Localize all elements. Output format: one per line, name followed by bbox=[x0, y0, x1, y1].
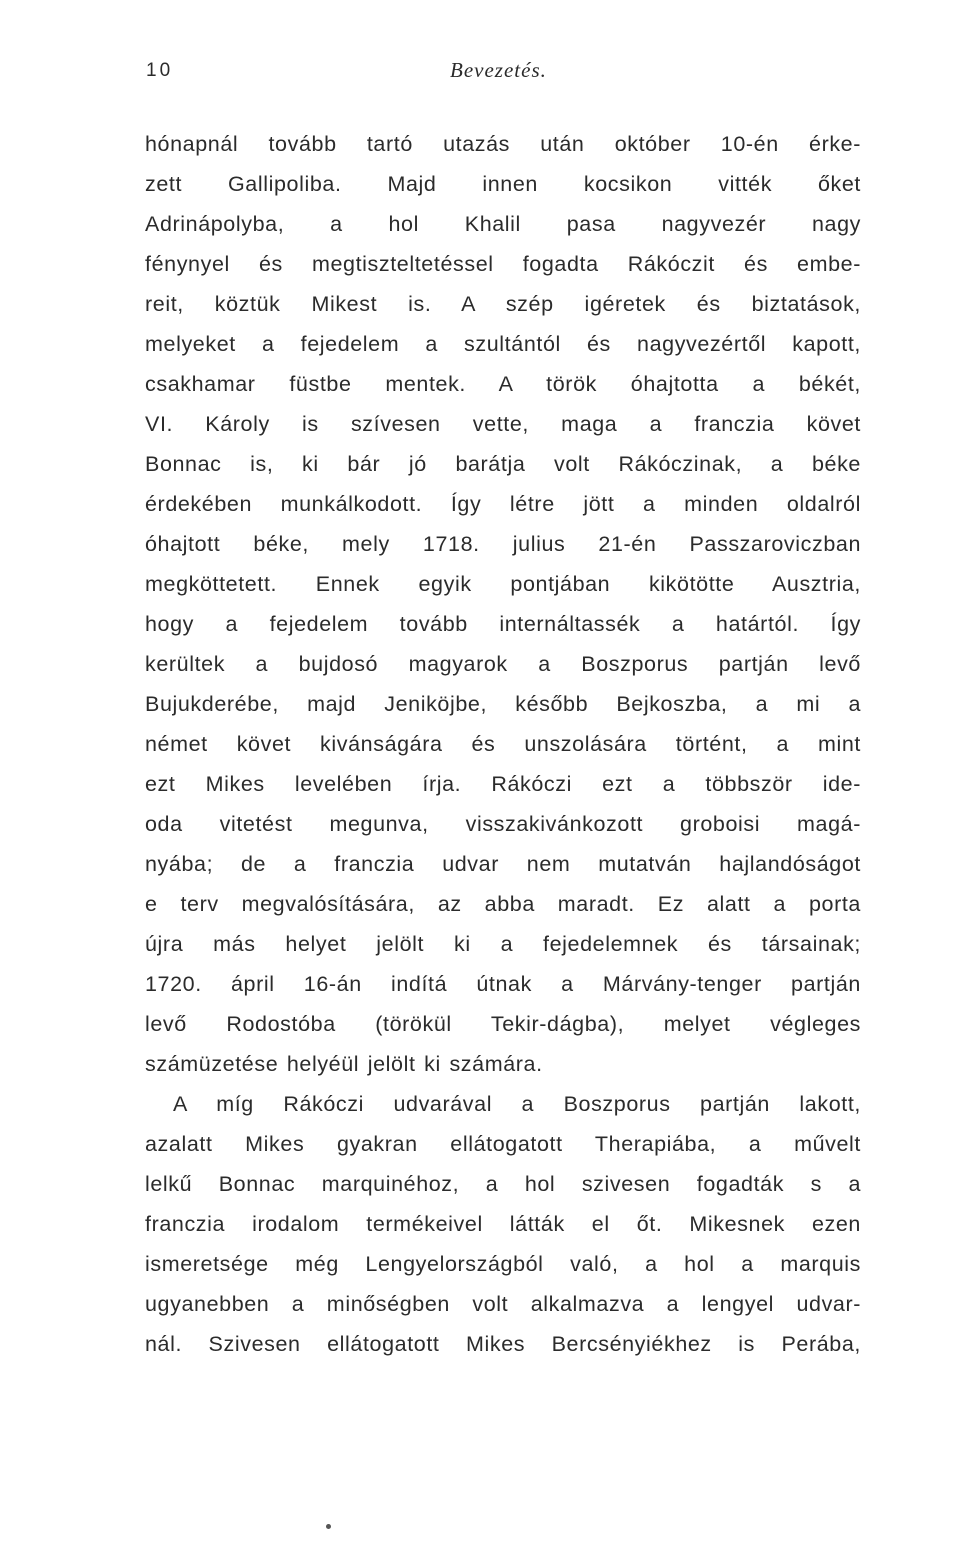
text-line: fénynyel és megtiszteltetéssel fogadta Rákóczit és embe- bbox=[145, 252, 861, 276]
text-line: német követ kivánságára és unszolására történt, a mint bbox=[145, 732, 861, 756]
text-line: zett Gallipoliba. Majd innen kocsikon vitték őket bbox=[145, 172, 861, 196]
text-line: ismeretsége még Lengyelországból való, a hol a marquis bbox=[145, 1252, 861, 1276]
text-line: számüzetése helyéül jelölt ki számára. bbox=[145, 1052, 543, 1076]
text-line: azalatt Mikes gyakran ellátogatott Therapiába, a művelt bbox=[145, 1132, 861, 1156]
text-line: Bonnac is, ki bár jó barátja volt Rákóczinak, a béke bbox=[145, 452, 861, 476]
print-speck bbox=[326, 1524, 331, 1529]
page-number: 10 bbox=[146, 60, 174, 81]
text-line: Adrinápolyba, a hol Khalil pasa nagyvezér nagy bbox=[145, 212, 861, 236]
text-line: Bujukderébe, majd Jeniköjbe, később Bejkoszba, a mi a bbox=[145, 692, 861, 716]
text-line: melyeket a fejedelem a szultántól és nagyvezértől kapott, bbox=[145, 332, 861, 356]
text-line: nál. Szivesen ellátogatott Mikes Bercsényiékhez is Perába, bbox=[145, 1332, 861, 1356]
text-line: csakhamar füstbe mentek. A török óhajtotta a békét, bbox=[145, 372, 861, 396]
text-line: nyába; de a franczia udvar nem mutatván hajlandóságot bbox=[145, 852, 861, 876]
text-line: A míg Rákóczi udvarával a Boszporus partján lakott, bbox=[173, 1092, 861, 1116]
text-line: óhajtott béke, mely 1718. julius 21-én Passzaroviczban bbox=[145, 532, 861, 556]
text-line: levő Rodostóba (törökül Tekir-dágba), melyet végleges bbox=[145, 1012, 861, 1036]
text-line: érdekében munkálkodott. Így létre jött a minden oldalról bbox=[145, 492, 861, 516]
text-line: e terv megvalósítására, az abba maradt. Ez alatt a porta bbox=[145, 892, 861, 916]
text-line: újra más helyet jelölt ki a fejedelemnek és társainak; bbox=[145, 932, 861, 956]
text-line: franczia irodalom termékeivel látták el őt. Mikesnek ezen bbox=[145, 1212, 861, 1236]
text-line: hónapnál tovább tartó utazás után október 10-én érke- bbox=[145, 132, 861, 156]
text-line: 1720. ápril 16-án indítá útnak a Márvány-tenger partján bbox=[145, 972, 861, 996]
body-text bbox=[145, 124, 861, 1364]
text-line: reit, köztük Mikest is. A szép igéretek és biztatások, bbox=[145, 292, 861, 316]
text-line: ezt Mikes levelében írja. Rákóczi ezt a többször ide- bbox=[145, 772, 861, 796]
text-line: oda vitetést megunva, visszakivánkozott groboisi magá- bbox=[145, 812, 861, 836]
text-line: megköttetett. Ennek egyik pontjában kikötötte Ausztria, bbox=[145, 572, 861, 596]
text-line: VI. Károly is szívesen vette, maga a franczia követ bbox=[145, 412, 861, 436]
text-line: lelkű Bonnac marquinéhoz, a hol szivesen fogadták s a bbox=[145, 1172, 861, 1196]
page-header bbox=[146, 60, 866, 88]
running-head: Bevezetés. bbox=[450, 58, 547, 82]
text-line: ugyanebben a minőségben volt alkalmazva a lengyel udvar- bbox=[145, 1292, 861, 1316]
text-line: kerültek a bujdosó magyarok a Boszporus partján levő bbox=[145, 652, 861, 676]
text-line: hogy a fejedelem tovább internáltassék a határtól. Így bbox=[145, 612, 861, 636]
